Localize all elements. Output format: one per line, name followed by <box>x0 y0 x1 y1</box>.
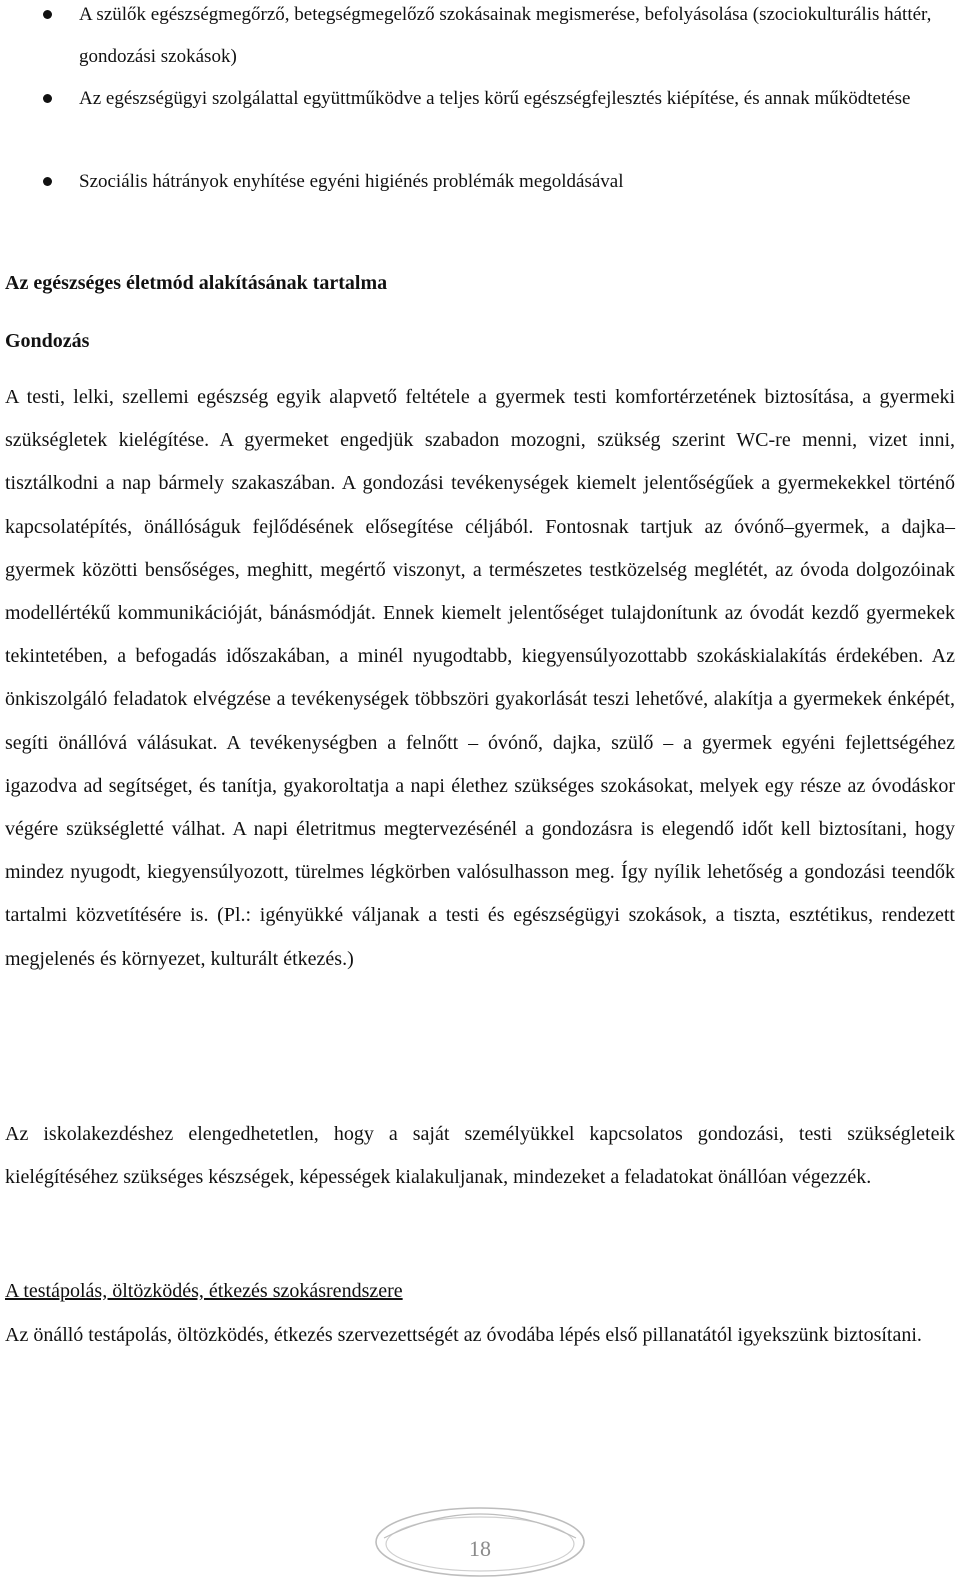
underlined-title: A testápolás, öltözködés, étkezés szokásrendszere <box>5 1280 403 1302</box>
body-paragraph-3: Az önálló testápolás, öltözködés, étkezés szervezettségét az óvodába lépés első pillanatától igyekszünk biztosítani. <box>5 1324 922 1346</box>
list-item-text: A szülők egészségmegőrző, betegségmegelőző szokásainak megismerése, befolyásolása (szociokulturális háttér, gondozási szokások) <box>79 4 932 67</box>
subsection-title: Gondozás <box>5 330 90 352</box>
bullet-icon <box>43 10 52 19</box>
list-item-text: Az egészségügyi szolgálattal együttműködve a teljes körű egészségfejlesztés kiépítése, és annak működtetése <box>79 88 911 109</box>
list-item-text: Szociális hátrányok enyhítése egyéni higiénés problémák megoldásával <box>79 171 624 192</box>
page-number-badge <box>370 1498 590 1580</box>
list-item <box>79 0 954 78</box>
list-item <box>79 78 954 120</box>
bullet-icon <box>43 94 52 103</box>
body-paragraph: A testi, lelki, szellemi egészség egyik alapvető feltétele a gyermek testi komfortérzetének biztosítása, a gyermeki szükségletek kielégítése. A gyermeket engedjük szabadon mozogni, szükség szerint WC-re menni, vizet inni, tisztálkodni a nap bármely szakaszában. A gondozási tevékenységek kiemelt jelentőségűek a gyermekekkel történő kapcsolatépítés, önállóságuk fejlődésének elősegítése céljából. Fontosnak tartjuk az óvónő–gyermek, a dajka–gyermek közötti bensőséges, meghitt, megértő viszonyt, a természetes testközelség meglétét, az óvoda dolgozóinak modellértékű kommunikációját, bánásmódját. Ennek kiemelt jelentőséget tulajdonítunk az óvodát kezdő gyermekek tekintetében, a befogadás időszakában, a minél nyugodtabb, kiegyensúlyozottabb szokáskialakítás érdekében. Az önkiszolgáló feladatok elvégzése a tevékenységek többszöri gyakorlását teszi lehetővé, alakítja a gyermekek énképét, segíti önállóvá válásukat. A tevékenységben a felnőtt – óvónő, dajka, szülő – a gyermek egyéni fejlettségéhez igazodva ad segítséget, és tanítja, gyakoroltatja a napi élethez szükséges szokásokat, melyek egy része az óvodáskor végére szükségletté válhat. A napi életritmus megtervezésénél a gondozásra is elegendő időt kell biztosítani, hogy mindez nyugodt, kiegyensúlyozott, türelmes légkörben valósulhasson meg. Így nyílik lehetőség a gondozási teendők tartalmi közvetítésére is. (Pl.: igényükké váljanak a testi és egészségügyi szokások, a tiszta, esztétikus, rendezett megjelenés és környezet, kulturált étkezés.) <box>5 386 955 970</box>
page-number: 18 <box>469 1536 491 1561</box>
list-item <box>79 161 954 203</box>
section-title: Az egészséges életmód alakításának tartalma <box>5 272 388 294</box>
body-paragraph-2: Az iskolakezdéshez elengedhetetlen, hogy a saját személyükkel kapcsolatos gondozási, testi szükségleteik kielégítéséhez szükséges készségek, képességek kialakuljanak, mindezeket a feladatokat önállóan végezzék. <box>5 1123 955 1189</box>
bullet-icon <box>43 177 52 186</box>
